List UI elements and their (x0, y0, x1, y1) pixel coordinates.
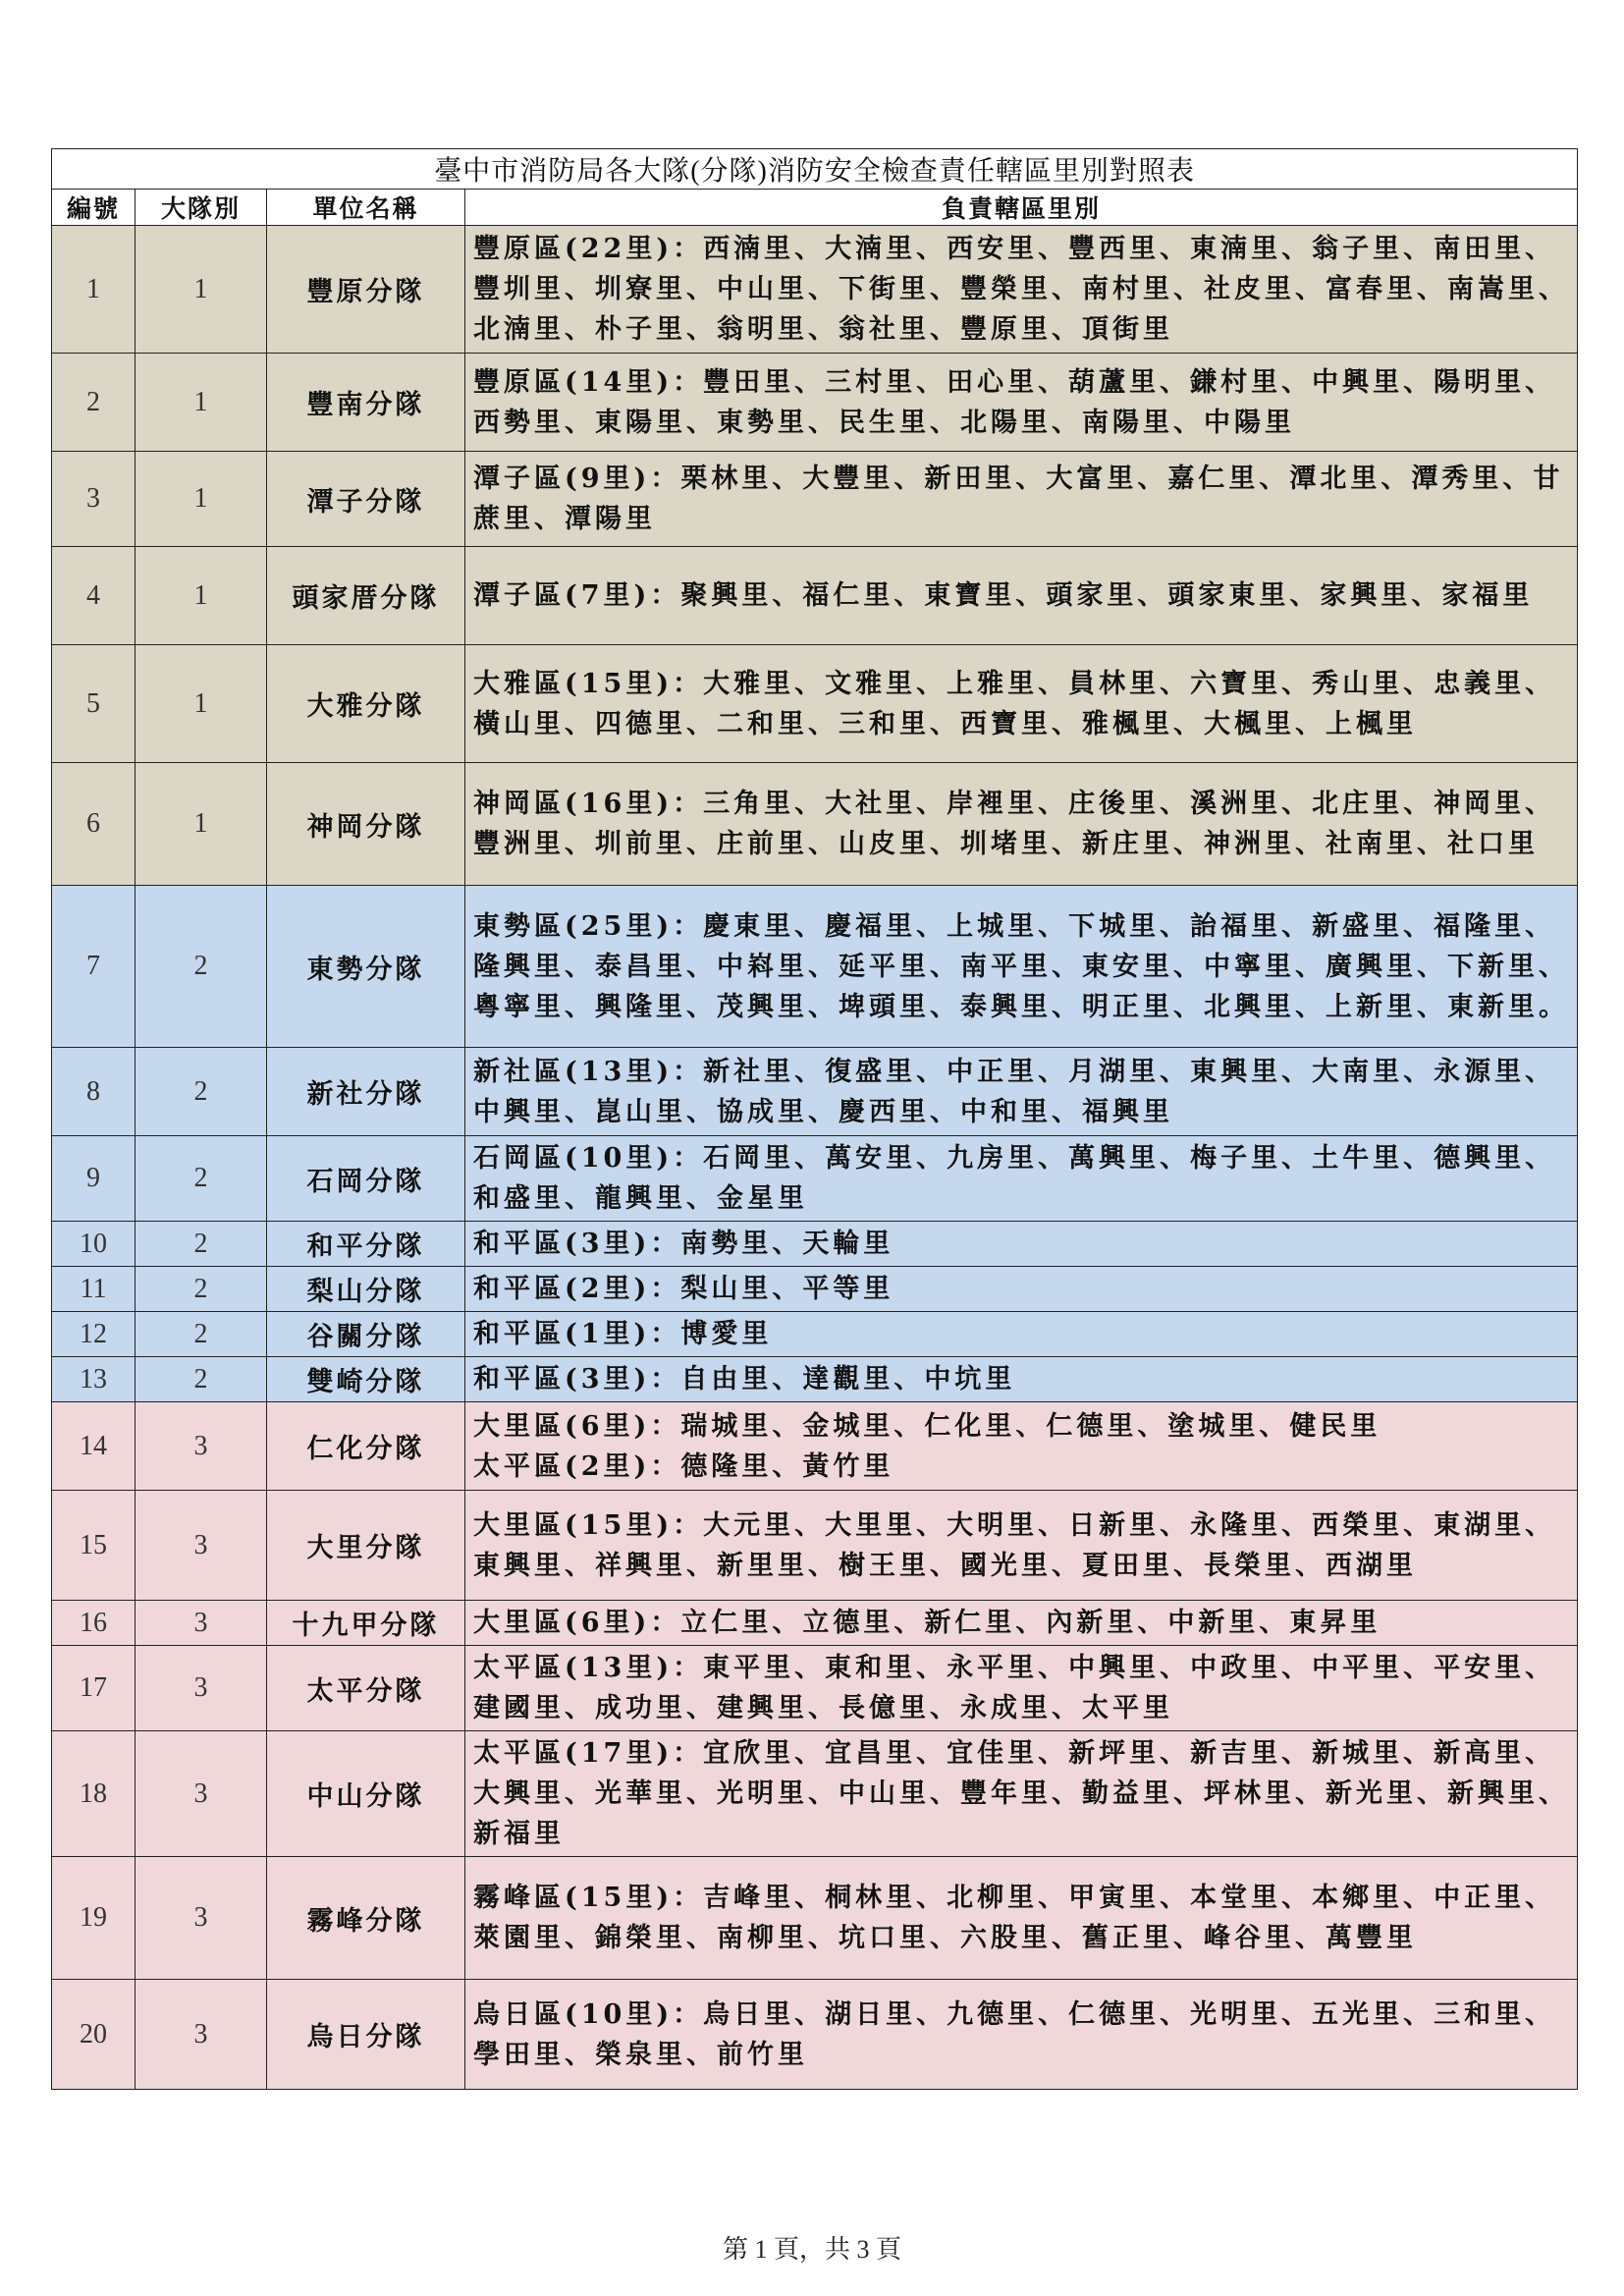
row-area-text: 和平區(3里)：南勢里、天輪里 (473, 1229, 894, 1259)
row-brigade: 3 (135, 1980, 267, 2090)
row-unit-name: 新社分隊 (267, 1048, 465, 1136)
table-title: 臺中市消防局各大隊(分隊)消防安全檢查責任轄區里別對照表 (52, 149, 1578, 190)
row-unit-name: 中山分隊 (267, 1731, 465, 1857)
row-unit-name: 豐南分隊 (267, 354, 465, 452)
row-brigade: 3 (135, 1646, 267, 1731)
row-no: 9 (52, 1136, 135, 1222)
row-area-text: 霧峰區(15里)：吉峰里、桐林里、北柳里、甲寅里、本堂里、本鄉里、中正里、萊園里、錦榮里、南柳里、坑口里、六股里、舊正里、峰谷里、萬豐里 (473, 1883, 1556, 1953)
table-row (52, 226, 1578, 354)
row-unit-name: 谷關分隊 (267, 1312, 465, 1357)
row-unit-name: 大雅分隊 (267, 645, 465, 763)
row-area (465, 547, 1578, 645)
row-unit-name: 和平分隊 (267, 1222, 465, 1267)
row-area-text: 和平區(2里)：梨山里、平等里 (473, 1274, 894, 1304)
row-no: 5 (52, 645, 135, 763)
row-unit-name: 神岡分隊 (267, 763, 465, 886)
table-row (52, 1402, 1578, 1491)
row-area-text: 神岡區(16里)：三角里、大社里、岸裡里、庄後里、溪洲里、北庄里、神岡里、豐洲里、圳前里、庄前里、山皮里、圳堵里、新庄里、神洲里、社南里、社口里 (473, 789, 1556, 859)
row-area (465, 1601, 1578, 1646)
row-area-text: 大雅區(15里)：大雅里、文雅里、上雅里、員林里、六寶里、秀山里、忠義里、橫山里、四德里、二和里、三和里、西寶里、雅楓里、大楓里、上楓里 (473, 668, 1556, 739)
title-row (52, 149, 1578, 190)
row-area (465, 1731, 1578, 1857)
row-unit-name: 潭子分隊 (267, 452, 465, 547)
row-no: 17 (52, 1646, 135, 1731)
table-row (52, 452, 1578, 547)
row-area-text: 烏日區(10里)：烏日里、湖日里、九德里、仁德里、光明里、五光里、三和里、學田里、榮泉里、前竹里 (473, 1998, 1556, 2070)
row-area-text: 潭子區(7里)：聚興里、福仁里、東寶里、頭家里、頭家東里、家興里、家福里 (473, 580, 1534, 611)
row-no: 12 (52, 1312, 135, 1357)
row-brigade: 1 (135, 547, 267, 645)
row-unit-name: 十九甲分隊 (267, 1601, 465, 1646)
row-brigade: 2 (135, 886, 267, 1048)
table-row (52, 1601, 1578, 1646)
table-row (52, 886, 1578, 1048)
row-area (465, 1222, 1578, 1267)
row-area-text: 和平區(3里)：自由里、達觀里、中坑里 (473, 1364, 1016, 1394)
row-area-text: 和平區(1里)：博愛里 (473, 1319, 773, 1349)
row-unit-name: 頭家厝分隊 (267, 547, 465, 645)
row-unit-name: 梨山分隊 (267, 1267, 465, 1312)
row-area-text: 石岡區(10里)：石岡里、萬安里、九房里、萬興里、梅子里、土牛里、德興里、和盛里、龍興里、金星里 (473, 1143, 1556, 1214)
table-row (52, 1491, 1578, 1601)
table-row (52, 1646, 1578, 1731)
row-no: 4 (52, 547, 135, 645)
row-area (465, 1646, 1578, 1731)
row-unit-name: 霧峰分隊 (267, 1857, 465, 1980)
row-brigade: 1 (135, 226, 267, 354)
row-no: 3 (52, 452, 135, 547)
row-no: 11 (52, 1267, 135, 1312)
row-area (465, 1048, 1578, 1136)
row-brigade: 1 (135, 452, 267, 547)
row-area (465, 1357, 1578, 1402)
row-brigade: 1 (135, 645, 267, 763)
row-unit-name: 太平分隊 (267, 1646, 465, 1731)
row-no: 19 (52, 1857, 135, 1980)
row-area (465, 226, 1578, 354)
row-no: 6 (52, 763, 135, 886)
row-area-text-2: 太平區(2里)：德隆里、黃竹里 (473, 1450, 894, 1482)
row-area-text: 新社區(13里)：新社里、復盛里、中正里、月湖里、東興里、大南里、永源里、中興里、崑山里、協成里、慶西里、中和里、福興里 (473, 1056, 1556, 1127)
table-row (52, 1731, 1578, 1857)
row-brigade: 3 (135, 1857, 267, 1980)
row-area (465, 452, 1578, 547)
row-area (465, 1402, 1578, 1491)
table-row (52, 547, 1578, 645)
row-no: 7 (52, 886, 135, 1048)
row-area (465, 354, 1578, 452)
row-brigade: 2 (135, 1267, 267, 1312)
header-no: 編號 (52, 190, 135, 226)
row-brigade: 3 (135, 1402, 267, 1491)
jurisdiction-table (51, 148, 1578, 2090)
table-row (52, 1357, 1578, 1402)
row-no: 2 (52, 354, 135, 452)
row-area (465, 1857, 1578, 1980)
header-unit: 單位名稱 (267, 190, 465, 226)
row-unit-name: 石岡分隊 (267, 1136, 465, 1222)
header-brigade: 大隊別 (135, 190, 267, 226)
row-area (465, 1267, 1578, 1312)
row-unit-name: 豐原分隊 (267, 226, 465, 354)
row-brigade: 2 (135, 1222, 267, 1267)
row-brigade: 3 (135, 1601, 267, 1646)
row-area-text: 大里區(6里)：瑞城里、金城里、仁化里、仁德里、塗城里、健民里 (473, 1410, 1381, 1442)
table-row (52, 645, 1578, 763)
table-row (52, 1222, 1578, 1267)
row-area (465, 645, 1578, 763)
table-row (52, 1857, 1578, 1980)
row-brigade: 1 (135, 763, 267, 886)
table-row (52, 763, 1578, 886)
row-no: 13 (52, 1357, 135, 1402)
row-no: 20 (52, 1980, 135, 2090)
table-row (52, 1980, 1578, 2090)
row-area-text: 東勢區(25里)：慶東里、慶福里、上城里、下城里、詒福里、新盛里、福隆里、隆興里、泰昌里、中嵙里、延平里、南平里、東安里、中寧里、廣興里、下新里、粵寧里、興隆里、茂興里、埤頭里、泰興里、明正里、北興里、上新里、東新里。 (473, 910, 1569, 1022)
row-area-text: 太平區(17里)：宜欣里、宜昌里、宜佳里、新坪里、新吉里、新城里、新高里、大興里、光華里、光明里、中山里、豐年里、勤益里、坪林里、新光里、新興里、新福里 (473, 1738, 1569, 1849)
row-area-text: 豐原區(14里)：豐田里、三村里、田心里、葫蘆里、鎌村里、中興里、陽明里、西勢里、東陽里、東勢里、民生里、北陽里、南陽里、中陽里 (473, 366, 1556, 438)
row-no: 14 (52, 1402, 135, 1491)
row-no: 1 (52, 226, 135, 354)
row-no: 15 (52, 1491, 135, 1601)
row-area (465, 1136, 1578, 1222)
header-row (52, 190, 1578, 226)
row-brigade: 3 (135, 1731, 267, 1857)
row-no: 8 (52, 1048, 135, 1136)
row-brigade: 2 (135, 1136, 267, 1222)
row-area (465, 763, 1578, 886)
row-area-text: 潭子區(9里)：栗林里、大豐里、新田里、大富里、嘉仁里、潭北里、潭秀里、甘蔗里、潭陽里 (473, 464, 1564, 534)
row-no: 16 (52, 1601, 135, 1646)
row-area-text: 大里區(6里)：立仁里、立德里、新仁里、內新里、中新里、東昇里 (473, 1608, 1381, 1638)
row-area-text: 太平區(13里)：東平里、東和里、永平里、中興里、中政里、中平里、平安里、建國里、成功里、建興里、長億里、永成里、太平里 (473, 1653, 1556, 1723)
table-row (52, 1312, 1578, 1357)
table-row (52, 1267, 1578, 1312)
row-unit-name: 東勢分隊 (267, 886, 465, 1048)
table-row (52, 1048, 1578, 1136)
row-no: 18 (52, 1731, 135, 1857)
row-unit-name: 大里分隊 (267, 1491, 465, 1601)
row-unit-name: 雙崎分隊 (267, 1357, 465, 1402)
page-footer: 第 1 頁，共 3 頁 (722, 2235, 901, 2264)
row-area (465, 886, 1578, 1048)
table-row (52, 1136, 1578, 1222)
row-brigade: 1 (135, 354, 267, 452)
header-area: 負責轄區里別 (465, 190, 1578, 226)
row-brigade: 3 (135, 1491, 267, 1601)
row-area (465, 1312, 1578, 1357)
row-unit-name: 仁化分隊 (267, 1402, 465, 1491)
row-brigade: 2 (135, 1312, 267, 1357)
row-area (465, 1980, 1578, 2090)
row-brigade: 2 (135, 1357, 267, 1402)
row-brigade: 2 (135, 1048, 267, 1136)
table-row (52, 354, 1578, 452)
row-area-text: 豐原區(22里)：西湳里、大湳里、西安里、豐西里、東湳里、翁子里、南田里、豐圳里、圳寮里、中山里、下街里、豐榮里、南村里、社皮里、富春里、南嵩里、北湳里、朴子里、翁明里、翁社里、豐原里、頂街里 (473, 234, 1569, 345)
row-area-text: 大里區(15里)：大元里、大里里、大明里、日新里、永隆里、西榮里、東湖里、東興里、祥興里、新里里、樹王里、國光里、夏田里、長榮里、西湖里 (473, 1509, 1556, 1581)
row-unit-name: 烏日分隊 (267, 1980, 465, 2090)
row-no: 10 (52, 1222, 135, 1267)
row-area (465, 1491, 1578, 1601)
